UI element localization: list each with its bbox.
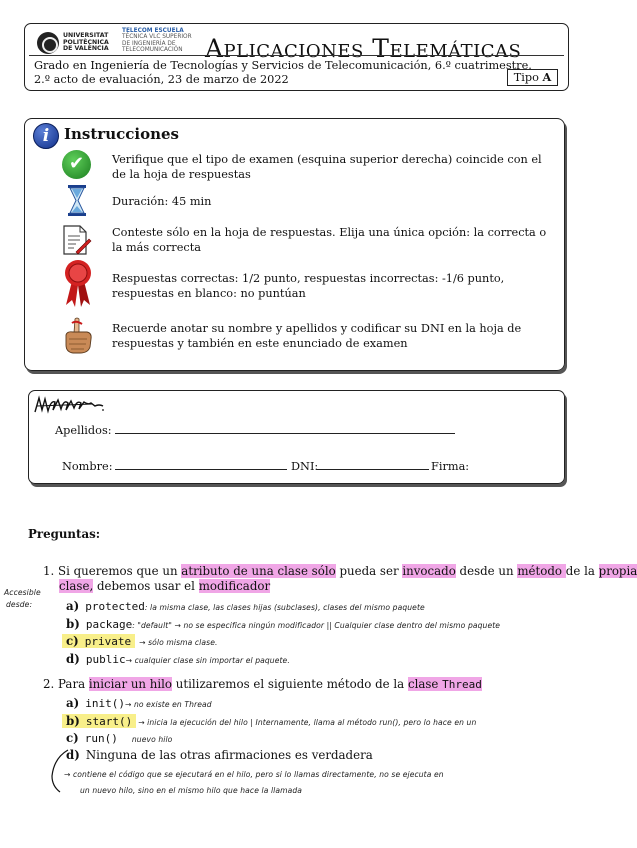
instruction-item: Conteste sólo en la hoja de respuestas. Elija una única opción: la correcta o la más correcta — [112, 226, 547, 255]
exam-date: 2.º acto de evaluación, 23 de marzo de 2022 — [34, 73, 289, 86]
instruction-item: Duración: 45 min — [112, 195, 212, 208]
instruction-item: Recuerde anotar su nombre y apellidos y codificar su DNI en la hoja de respuestas y también en este enunciado de examen — [112, 322, 522, 351]
nombre-field[interactable] — [115, 469, 287, 470]
instruction-item: Verifique que el tipo de examen (esquina superior derecha) coincide con el de la hoja de respuestas — [112, 153, 542, 182]
margin-note: desde: — [6, 600, 33, 609]
degree-subtitle: Grado en Ingeniería de Tecnologías y Servicios de Telecomunicación, 6.º cuatrimestre. — [34, 59, 532, 72]
question-1-line-1: 1. Si queremos que un atributo de una clase sólo pueda ser invocado desde un método de la propia — [43, 564, 637, 578]
highlight: iniciar un hilo — [88, 677, 173, 691]
dni-field[interactable] — [316, 469, 429, 470]
upv-seal-icon — [37, 32, 59, 54]
questions-heading: Preguntas: — [28, 527, 101, 541]
header-divider — [29, 55, 564, 56]
hourglass-icon — [67, 185, 87, 216]
nombre-label: Nombre: — [62, 460, 113, 473]
answer-highlight: b) start() — [62, 714, 136, 728]
document-pencil-icon — [62, 224, 92, 256]
answer-highlight: c) private — [62, 634, 135, 648]
highlight: método — [517, 564, 566, 578]
question-2-option-a[interactable]: a) init()→ no existe en Thread — [66, 696, 212, 710]
instructions-title: Instrucciones — [64, 125, 179, 143]
question-1-option-c[interactable]: c) private → sólo misma clase. — [62, 634, 217, 648]
highlight: clase, — [59, 579, 94, 593]
check-icon: ✔ — [62, 150, 91, 179]
info-icon: i — [33, 123, 59, 149]
telecom-logo: TELECOM ESCUELA TÉCNICA VLC SUPERIOR DE INGENIERÍA DE TELECOMUNICACIÓN — [122, 28, 192, 53]
handwritten-note: un nuevo hilo, sino en el mismo hilo que hace la llamada — [80, 786, 303, 795]
question-1-option-b[interactable]: b) package: "default" → no se especifica ningún modificador || Cualquier clase dentro del mismo paquete — [66, 617, 501, 631]
highlight: propia — [598, 564, 637, 578]
highlight: atributo de una clase sólo — [181, 564, 336, 578]
highlight: modificador — [198, 579, 271, 593]
scribbled-signature — [33, 394, 107, 416]
apellidos-label: Apellidos: — [55, 424, 112, 437]
dni-label: DNI: — [291, 460, 319, 473]
finger-string-icon — [63, 317, 93, 354]
highlight: invocado — [402, 564, 456, 578]
highlight: clase Thread — [407, 677, 482, 691]
question-2-option-c[interactable]: c) run() nuevo hilo — [66, 731, 173, 745]
margin-note: Accesible — [4, 588, 41, 597]
instruction-item: Respuestas correctas: 1/2 punto, respuestas incorrectas: -1/6 punto, respuestas en blanco: no puntúan — [112, 272, 505, 301]
page-title: Aplicaciones Telemáticas — [205, 34, 522, 63]
firma-label: Firma: — [431, 460, 470, 473]
apellidos-field[interactable] — [115, 433, 455, 434]
medal-ribbon-icon — [62, 259, 94, 309]
exam-type-badge: Tipo A — [507, 69, 558, 86]
question-2-line-1: 2. Para iniciar un hilo utilizaremos el siguiente método de la clase Thread — [43, 677, 482, 691]
question-1-option-d[interactable]: d) public→ cualquier clase sin importar el paquete. — [66, 652, 290, 666]
handwritten-note: → contiene el código que se ejecutará en el hilo, pero si lo llamas directamente, no se ejecuta en — [64, 770, 444, 779]
question-1-option-a[interactable]: a) protected: la misma clase, las clases hijas (subclases), clases del mismo paquete — [66, 599, 425, 613]
upv-logo: UNIVERSITAT POLITÈCNICA DE VALÈNCIA — [37, 32, 127, 54]
question-2-option-b[interactable]: b) start() → inicia la ejecución del hilo | Internamente, llama al método run(), pero lo hace en un — [62, 714, 476, 728]
question-2-option-d[interactable]: d) Ninguna de las otras afirmaciones es verdadera — [66, 748, 373, 762]
question-1-line-2: clase, debemos usar el modificador — [59, 579, 271, 593]
